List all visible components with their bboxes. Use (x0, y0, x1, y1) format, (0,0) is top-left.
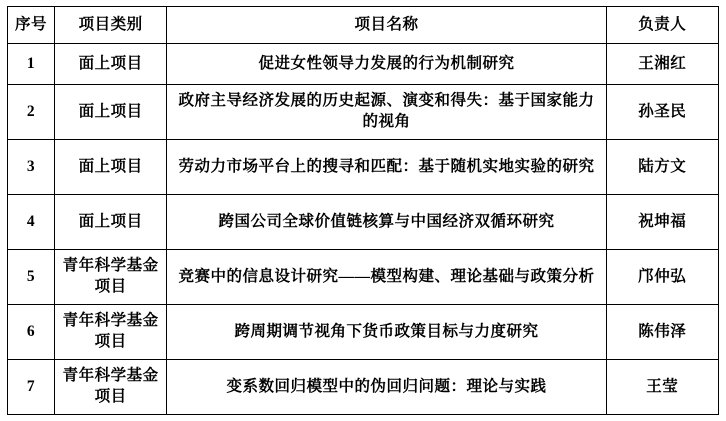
cell-name: 跨周期调节视角下货币政策目标与力度研究 (167, 305, 606, 360)
cell-no: 2 (8, 85, 55, 140)
cell-no: 6 (8, 305, 55, 360)
cell-name: 促进女性领导力发展的行为机制研究 (167, 44, 606, 85)
table-row (8, 44, 719, 85)
table-row (8, 305, 719, 360)
cell-no: 4 (8, 195, 55, 250)
cell-name: 跨国公司全球价值链核算与中国经济双循环研究 (167, 195, 606, 250)
table-body (8, 44, 719, 415)
table-header-row (8, 7, 719, 44)
cell-no: 1 (8, 44, 55, 85)
cell-owner: 邝仲弘 (606, 250, 718, 305)
cell-no: 7 (8, 360, 55, 415)
cell-name: 变系数回归模型中的伪回归问题：理论与实践 (167, 360, 606, 415)
cell-owner: 祝坤福 (606, 195, 718, 250)
cell-no: 5 (8, 250, 55, 305)
cell-category: 面上项目 (54, 85, 166, 140)
table-row (8, 85, 719, 140)
cell-no: 3 (8, 140, 55, 195)
header-cell-owner: 负责人 (606, 7, 718, 44)
project-table-container (0, 6, 726, 415)
cell-name: 竞赛中的信息设计研究——模型构建、理论基础与政策分析 (167, 250, 606, 305)
header-cell-category: 项目类别 (54, 7, 166, 44)
cell-owner: 陆方文 (606, 140, 718, 195)
cell-name: 政府主导经济发展的历史起源、演变和得失：基于国家能力的视角 (167, 85, 606, 140)
table-row (8, 195, 719, 250)
cell-category: 面上项目 (54, 195, 166, 250)
table-row (8, 250, 719, 305)
cell-category: 青年科学基金项目 (54, 360, 166, 415)
header-cell-name: 项目名称 (167, 7, 606, 44)
cell-owner: 陈伟泽 (606, 305, 718, 360)
cell-name: 劳动力市场平台上的搜寻和匹配：基于随机实地实验的研究 (167, 140, 606, 195)
cell-owner: 王湘红 (606, 44, 718, 85)
cell-owner: 孙圣民 (606, 85, 718, 140)
cell-category: 青年科学基金项目 (54, 305, 166, 360)
cell-category: 青年科学基金项目 (54, 250, 166, 305)
table-row (8, 140, 719, 195)
cell-category: 面上项目 (54, 140, 166, 195)
cell-owner: 王莹 (606, 360, 718, 415)
project-table (7, 6, 719, 415)
header-cell-no: 序号 (8, 7, 55, 44)
cell-category: 面上项目 (54, 44, 166, 85)
table-row (8, 360, 719, 415)
table-header (8, 7, 719, 44)
